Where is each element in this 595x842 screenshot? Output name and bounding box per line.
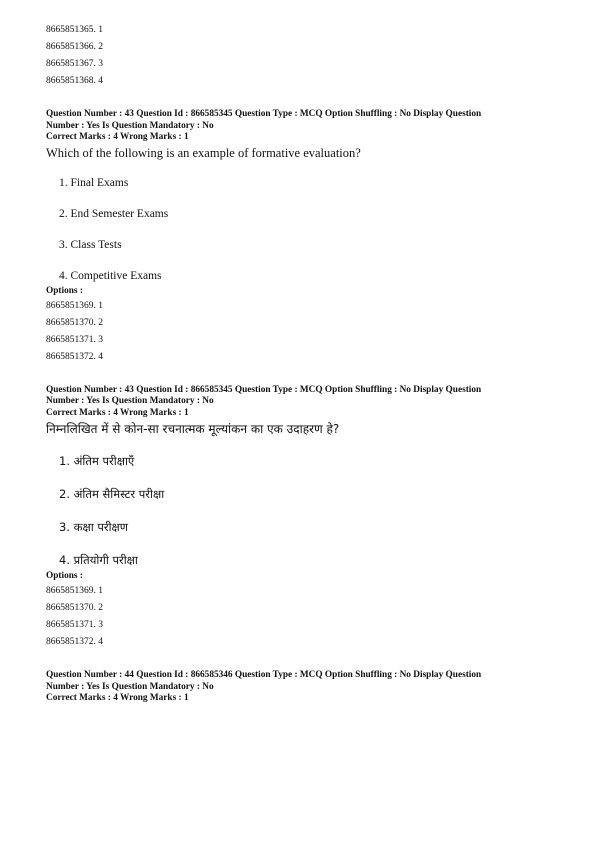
choice-2: 2. End Semester Exams [59,207,169,220]
option-id: 8665851370. 2 [46,317,103,328]
question-meta: Question Number : 43 Question Id : 866585345 Question Type : MCQ Option Shuffling : No Display Question [46,109,482,119]
question-43-hindi [46,385,556,652]
question-meta: Number : Yes Is Question Mandatory : No [46,681,214,692]
option-id: 8665851371. 3 [46,334,103,345]
question-43-english [46,109,556,366]
question-44 [46,670,556,705]
question-text: निम्नलिखित में से कोन-सा रचनात्मक मूल्यांकन का एक उदाहरण हे? [46,422,340,436]
choice-1: 1. अंतिम परीक्षाएँ [59,454,135,468]
choice-4: 4. Competitive Exams [59,269,162,282]
option-id: 8665851365. 1 [46,25,103,35]
option-id: 8665851367. 3 [46,59,103,69]
option-id: 8665851371. 3 [46,620,103,630]
question-meta: Number : Yes Is Question Mandatory : No [46,120,214,131]
question-meta: Number : Yes Is Question Mandatory : No [46,396,214,406]
question-text: Which of the following is an example of formative evaluation? [46,145,361,160]
choice-4: 4. प्रतियोगी परीक्षा [59,553,138,567]
question-marks: Correct Marks : 4 Wrong Marks : 1 [46,407,189,418]
previous-options-list [46,22,556,90]
choice-1: 1. Final Exams [59,176,129,189]
option-id: 8665851366. 2 [46,42,103,52]
option-id: 8665851368. 4 [46,76,103,86]
document-page [46,22,556,705]
choice-2: 2. अंतिम सैमिस्टर परीक्षा [59,487,165,501]
option-id: 8665851369. 1 [46,586,103,596]
choice-3: 3. Class Tests [59,238,122,251]
option-id: 8665851372. 4 [46,637,103,647]
options-label: Options : [46,571,83,581]
option-id: 8665851372. 4 [46,351,103,362]
choice-3: 3. कक्षा परीक्षण [59,520,129,534]
options-label: Options : [46,285,83,296]
question-marks: Correct Marks : 4 Wrong Marks : 1 [46,693,189,703]
question-marks: Correct Marks : 4 Wrong Marks : 1 [46,132,189,142]
question-meta: Question Number : 43 Question Id : 866585345 Question Type : MCQ Option Shuffling : No Display Question [46,384,482,395]
question-meta: Question Number : 44 Question Id : 866585346 Question Type : MCQ Option Shuffling : No Display Question [46,670,482,680]
option-id: 8665851370. 2 [46,603,103,613]
option-id: 8665851369. 1 [46,300,103,311]
